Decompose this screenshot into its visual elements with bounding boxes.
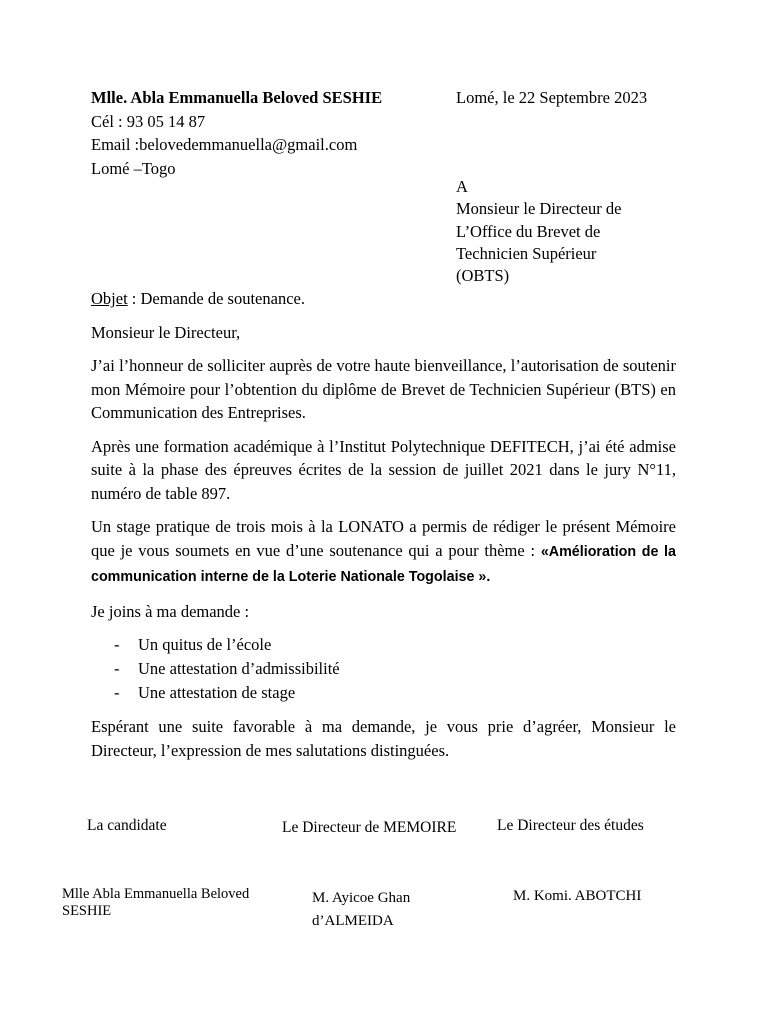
recipient-line-3: Technicien Supérieur xyxy=(456,243,597,263)
recipient-line-2: L’Office du Brevet de xyxy=(456,221,601,241)
recipient-block xyxy=(456,176,686,287)
studies-director-title: Le Directeur des études xyxy=(497,817,644,834)
sender-block xyxy=(91,86,382,180)
attachment-label: Une attestation de stage xyxy=(138,683,296,702)
memoire-name-line-1: M. Ayicoe Ghan xyxy=(312,890,411,906)
paragraph-internship xyxy=(91,515,676,590)
letter-date: Lomé, le 22 Septembre 2023 xyxy=(456,88,648,107)
sender-name: Mlle. Abla Emmanuella Beloved SESHIE xyxy=(91,88,383,107)
dash-marker: - xyxy=(114,683,120,702)
sender-email: Email :belovedemmanuella@gmail.com xyxy=(91,135,358,154)
memoire-director-name xyxy=(312,887,410,933)
dash-marker: - xyxy=(114,659,120,678)
recipient-line-4: (OBTS) xyxy=(456,266,510,286)
recipient-line-1: Monsieur le Directeur de xyxy=(456,199,622,219)
candidate-title: La candidate xyxy=(87,817,167,834)
candidate-name-line-2: SESHIE xyxy=(62,903,112,919)
sender-phone: Cél : 93 05 14 87 xyxy=(91,111,206,131)
studies-director-name: M. Komi. ABOTCHI xyxy=(513,888,642,904)
recipient-to: A xyxy=(456,177,468,196)
thesis-theme: «Amélioration de la communication interne de la Loterie Nationale Togolaise ». xyxy=(91,543,676,585)
memoire-name-line-2: d’ALMEIDA xyxy=(312,913,394,929)
memoire-director-title: Le Directeur de MEMOIRE xyxy=(282,819,457,836)
subject-text: : Demande de soutenance. xyxy=(127,289,305,308)
attachments-list xyxy=(91,633,676,705)
attachment-label: Un quitus de l’école xyxy=(138,635,272,654)
dash-marker: - xyxy=(114,635,120,654)
list-item xyxy=(91,633,676,657)
sender-city: Lomé –Togo xyxy=(91,158,176,178)
list-item xyxy=(91,681,676,705)
list-item xyxy=(91,657,676,681)
attachments-intro: Je joins à ma demande : xyxy=(91,601,250,621)
subject-label: Objet xyxy=(91,289,128,308)
paragraph-training: Après une formation académique à l’Institut Polytechnique DEFITECH, j’ai été admise suite à la phase des épreuves écrites de la session de juillet 2021 dans le jury N°11, numéro de table 897. xyxy=(91,436,676,503)
subject-line xyxy=(91,287,676,311)
closing-paragraph: Espérant une suite favorable à ma demande, je vous prie d’agréer, Monsieur le Directeur, l’expression de mes salutations distinguées. xyxy=(91,717,676,760)
candidate-name-line-1: Mlle Abla Emmanuella Beloved xyxy=(62,886,250,902)
letter-body xyxy=(91,287,676,772)
greeting: Monsieur le Directeur, xyxy=(91,322,241,342)
internship-text: Un stage pratique de trois mois à la LONATO a permis de rédiger le présent Mémoire que je vous soumets en vue d’une soutenance qui a pour thème : xyxy=(91,517,676,560)
paragraph-request: J’ai l’honneur de solliciter auprès de votre haute bienveillance, l’autorisation de soutenir mon Mémoire pour l’obtention du diplôme de Brevet de Technicien Supérieur (BTS) en Communication des Entreprises. xyxy=(91,356,676,422)
attachment-label: Une attestation d’admissibilité xyxy=(138,659,340,678)
candidate-name xyxy=(62,886,249,920)
